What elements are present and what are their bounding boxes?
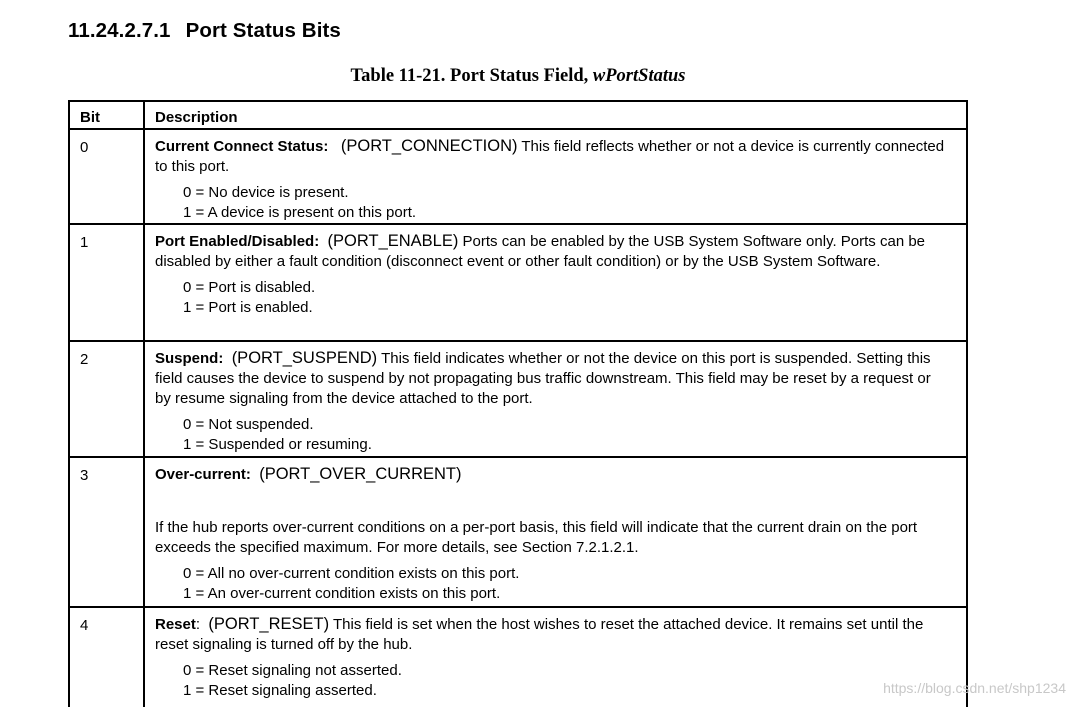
description-cell [144,224,967,341]
section-number: 11.24.2.7.1 [68,19,171,42]
bit-cell: 3 [69,457,144,607]
value-item: 0 = All no over-current condition exists on this port. [183,565,520,582]
table-header-row [69,101,967,129]
value-item: 1 = An over-current condition exists on this port. [183,585,501,602]
field-macro: (PORT_SUSPEND) [231,349,378,367]
description-cell [144,129,967,224]
field-text: Ports can be enabled by the USB System Software only. Ports can be disabled by either a fault condition (disconnect event or other fault condition) or by the USB System Software. [155,233,926,270]
table-row [69,341,967,457]
value-list [183,183,946,223]
bit-cell: 4 [69,607,144,707]
field-macro: (PORT_RESET) [208,615,330,633]
field-text: This field reflects whether or not a device is currently connected to this port. [155,138,945,175]
value-item: 0 = Reset signaling not asserted. [183,662,402,679]
caption-field: wPortStatus [592,66,686,86]
field-macro: (PORT_OVER_CURRENT) [259,465,462,483]
description-cell [144,341,967,457]
field-name: Port Enabled/Disabled: [155,233,320,250]
field-text: This field indicates whether or not the device on this port is suspended. Setting this field causes the device to suspend by not propagating bus traffic downstream. This field may be reset by a request or by resume signaling from the device attached to the port. [155,350,931,407]
description-cell [144,607,967,707]
bit-cell: 1 [69,224,144,341]
section-heading [68,19,341,43]
value-item: 1 = Port is enabled. [183,299,313,316]
value-item: 0 = Not suspended. [183,416,314,433]
bit-cell: 0 [69,129,144,224]
section-title: Port Status Bits [185,19,341,42]
value-list [183,661,946,701]
value-item: 1 = A device is present on this port. [183,204,417,221]
value-list [183,564,946,604]
field-macro: (PORT_ENABLE) [327,232,459,250]
field-name-suffix: : [195,616,201,633]
bit-cell: 2 [69,341,144,457]
description-cell [144,457,967,607]
field-name: Suspend: [155,350,224,367]
watermark-text: https://blog.csdn.net/shp1234 [883,680,1066,696]
field-text: This field is set when the host wishes to reset the attached device. It remains set until the reset signaling is turned off by the hub. [155,616,924,653]
field-macro: (PORT_CONNECTION) [340,137,518,155]
table-caption [68,66,968,87]
value-list [183,415,946,455]
column-header-bit: Bit [69,101,144,129]
value-list [183,278,946,318]
caption-prefix: Table 11-21. Port Status Field, [350,66,593,86]
value-item: 1 = Reset signaling asserted. [183,682,377,699]
table-row [69,607,967,707]
field-name: Current Connect Status: [155,138,329,155]
value-item: 1 = Suspended or resuming. [183,436,372,453]
field-name: Over-current: [155,466,251,483]
port-status-table [68,100,968,707]
field-name: Reset [155,616,196,633]
value-item: 0 = Port is disabled. [183,279,316,296]
table-row [69,224,967,341]
value-item: 0 = No device is present. [183,184,349,201]
table-row [69,129,967,224]
field-text: If the hub reports over-current conditions on a per-port basis, this field will indicate that the current drain on the port exceeds the specified maximum. For more details, see Section 7.2.1.2.1. [155,519,918,556]
column-header-description: Description [144,101,967,129]
table-row [69,457,967,607]
